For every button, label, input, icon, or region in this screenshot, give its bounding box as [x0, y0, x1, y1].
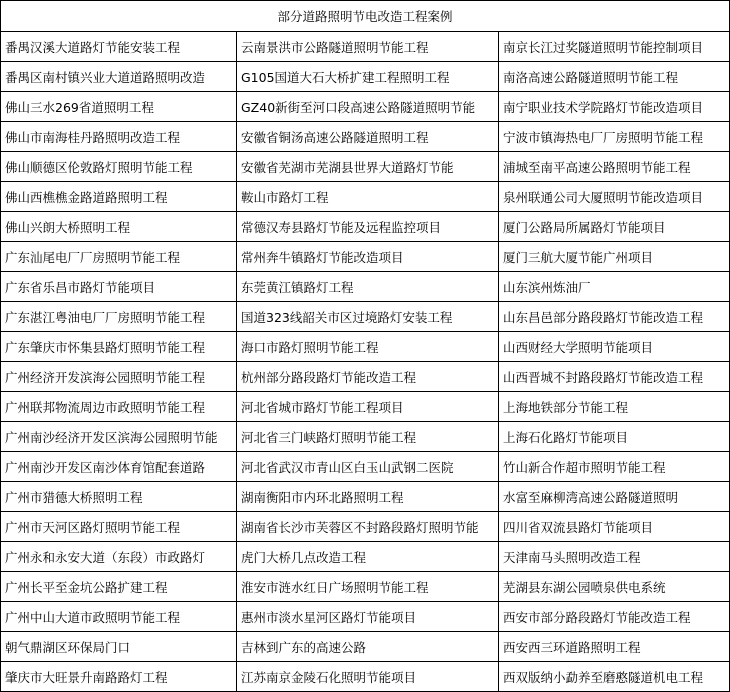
table-row	[1, 362, 730, 392]
table-cell: 广州经济开发滨海公园照明节能工程	[1, 362, 237, 392]
table-cell: 广东肇庆市怀集县路灯照明节能工程	[1, 332, 237, 362]
table-cell: 广东湛江粤油电厂厂房照明节能工程	[1, 302, 237, 332]
table-cell: 广州长平至金坑公路扩建工程	[1, 572, 237, 602]
table-cell: 广东省乐昌市路灯节能项目	[1, 272, 237, 302]
table-row	[1, 122, 730, 152]
table-cell: 西安西三环道路照明工程	[499, 632, 730, 662]
table-row	[1, 272, 730, 302]
table-cell: 竹山新合作超市照明节能工程	[499, 452, 730, 482]
table-cell: 山西财经大学照明节能项目	[499, 332, 730, 362]
table-cell: 厦门三航大厦节能广州项目	[499, 242, 730, 272]
table-cell: 山东昌邑部分路段路灯节能改造工程	[499, 302, 730, 332]
table-row	[1, 62, 730, 92]
table-cell: 安徽省芜湖市芜湖县世界大道路灯节能	[237, 152, 499, 182]
table-cell: 芜湖县东湖公园喷泉供电系统	[499, 572, 730, 602]
table-cell: 佛山西樵樵金路道路照明工程	[1, 182, 237, 212]
table-row	[1, 602, 730, 632]
table-cell: G105国道大石大桥扩建工程照明工程	[237, 62, 499, 92]
table-cell: GZ40新街至河口段高速公路隧道照明节能	[237, 92, 499, 122]
table-cell: 云南景洪市公路隧道照明节能工程	[237, 32, 499, 62]
table-cell: 江苏南京金陵石化照明节能项目	[237, 662, 499, 692]
table-cell: 山东滨州炼油厂	[499, 272, 730, 302]
table-cell: 宁波市镇海热电厂厂房照明节能工程	[499, 122, 730, 152]
table-cell: 广州南沙经济开发区滨海公园照明节能	[1, 422, 237, 452]
table-row	[1, 242, 730, 272]
table-cell: 海口市路灯照明节能工程	[237, 332, 499, 362]
table-row	[1, 632, 730, 662]
table-cell: 河北省武汉市青山区白玉山武钢二医院	[237, 452, 499, 482]
table-cell: 天津南马头照明改造工程	[499, 542, 730, 572]
table-row	[1, 392, 730, 422]
table-cell: 西安市部分路段路灯节能改造工程	[499, 602, 730, 632]
table-row	[1, 332, 730, 362]
table-cell: 鞍山市路灯工程	[237, 182, 499, 212]
table-cell: 佛山兴朗大桥照明工程	[1, 212, 237, 242]
table-cell: 佛山三水269省道照明工程	[1, 92, 237, 122]
table-cell: 广州联邦物流周边市政照明节能工程	[1, 392, 237, 422]
table-cell: 水富至麻柳湾高速公路隧道照明	[499, 482, 730, 512]
table-cell: 广州永和永安大道（东段）市政路灯	[1, 542, 237, 572]
table-cell: 南洛高速公路隧道照明节能工程	[499, 62, 730, 92]
table-cell: 常德汉寿县路灯节能及远程监控项目	[237, 212, 499, 242]
table-row	[1, 182, 730, 212]
table-cell: 河北省三门峡路灯照明节能工程	[237, 422, 499, 452]
table-cell: 淮安市涟水红日广场照明节能工程	[237, 572, 499, 602]
table-cell: 厦门公路局所属路灯节能项目	[499, 212, 730, 242]
table-row	[1, 542, 730, 572]
table-row	[1, 512, 730, 542]
table-cell: 广州市天河区路灯照明节能工程	[1, 512, 237, 542]
table-cell: 常州奔牛镇路灯节能改造项目	[237, 242, 499, 272]
table-row	[1, 422, 730, 452]
table-cell: 广州市猎德大桥照明工程	[1, 482, 237, 512]
table-cell: 四川省双流县路灯节能项目	[499, 512, 730, 542]
table-cell: 浦城至南平高速公路照明节能工程	[499, 152, 730, 182]
table-cell: 河北省城市路灯节能工程项目	[237, 392, 499, 422]
table-row	[1, 302, 730, 332]
table-cell: 南京长江过奖隧道照明节能控制项目	[499, 32, 730, 62]
table-cell: 广州中山大道市政照明节能工程	[1, 602, 237, 632]
table-row	[1, 152, 730, 182]
table-cell: 吉林到广东的高速公路	[237, 632, 499, 662]
table-cell: 湖南衡阳市内环北路照明工程	[237, 482, 499, 512]
table-row	[1, 32, 730, 62]
table-title-row	[1, 1, 730, 32]
table-cell: 佛山顺德区伦敦路灯照明节能工程	[1, 152, 237, 182]
table-cell: 湖南省长沙市芙蓉区不封路段路灯照明节能	[237, 512, 499, 542]
table-row	[1, 212, 730, 242]
table-row	[1, 92, 730, 122]
table-cell: 肇庆市大旺景升南路路灯工程	[1, 662, 237, 692]
table-cell: 上海石化路灯节能项目	[499, 422, 730, 452]
table-cell: 南宁职业技术学院路灯节能改造项目	[499, 92, 730, 122]
table-cell: 山西晋城不封路段路灯节能改造工程	[499, 362, 730, 392]
table-row	[1, 572, 730, 602]
table-cell: 泉州联通公司大厦照明节能改造项目	[499, 182, 730, 212]
table-cell: 安徽省铜汤高速公路隧道照明工程	[237, 122, 499, 152]
table-cell: 上海地铁部分节能工程	[499, 392, 730, 422]
table-cell: 广东汕尾电厂厂房照明节能工程	[1, 242, 237, 272]
table-cell: 西双版纳小勐养至磨憨隧道机电工程	[499, 662, 730, 692]
table-cell: 虎门大桥几点改造工程	[237, 542, 499, 572]
table-cell: 番禺汉溪大道路灯节能安装工程	[1, 32, 237, 62]
table-cell: 番禺区南村镇兴业大道道路照明改造	[1, 62, 237, 92]
table-cell: 佛山市南海桂丹路照明改造工程	[1, 122, 237, 152]
table-body	[1, 32, 730, 692]
table-row	[1, 482, 730, 512]
table-row	[1, 452, 730, 482]
table-cell: 国道323线韶关市区过境路灯安装工程	[237, 302, 499, 332]
table-cell: 杭州部分路段路灯节能改造工程	[237, 362, 499, 392]
table-title: 部分道路照明节电改造工程案例	[1, 1, 730, 32]
table-cell: 广州南沙开发区南沙体育馆配套道路	[1, 452, 237, 482]
table-cell: 东莞黄江镇路灯工程	[237, 272, 499, 302]
table-cell: 惠州市淡水星河区路灯节能项目	[237, 602, 499, 632]
table-cell: 朝气鼎湖区环保局门口	[1, 632, 237, 662]
table-row	[1, 662, 730, 692]
